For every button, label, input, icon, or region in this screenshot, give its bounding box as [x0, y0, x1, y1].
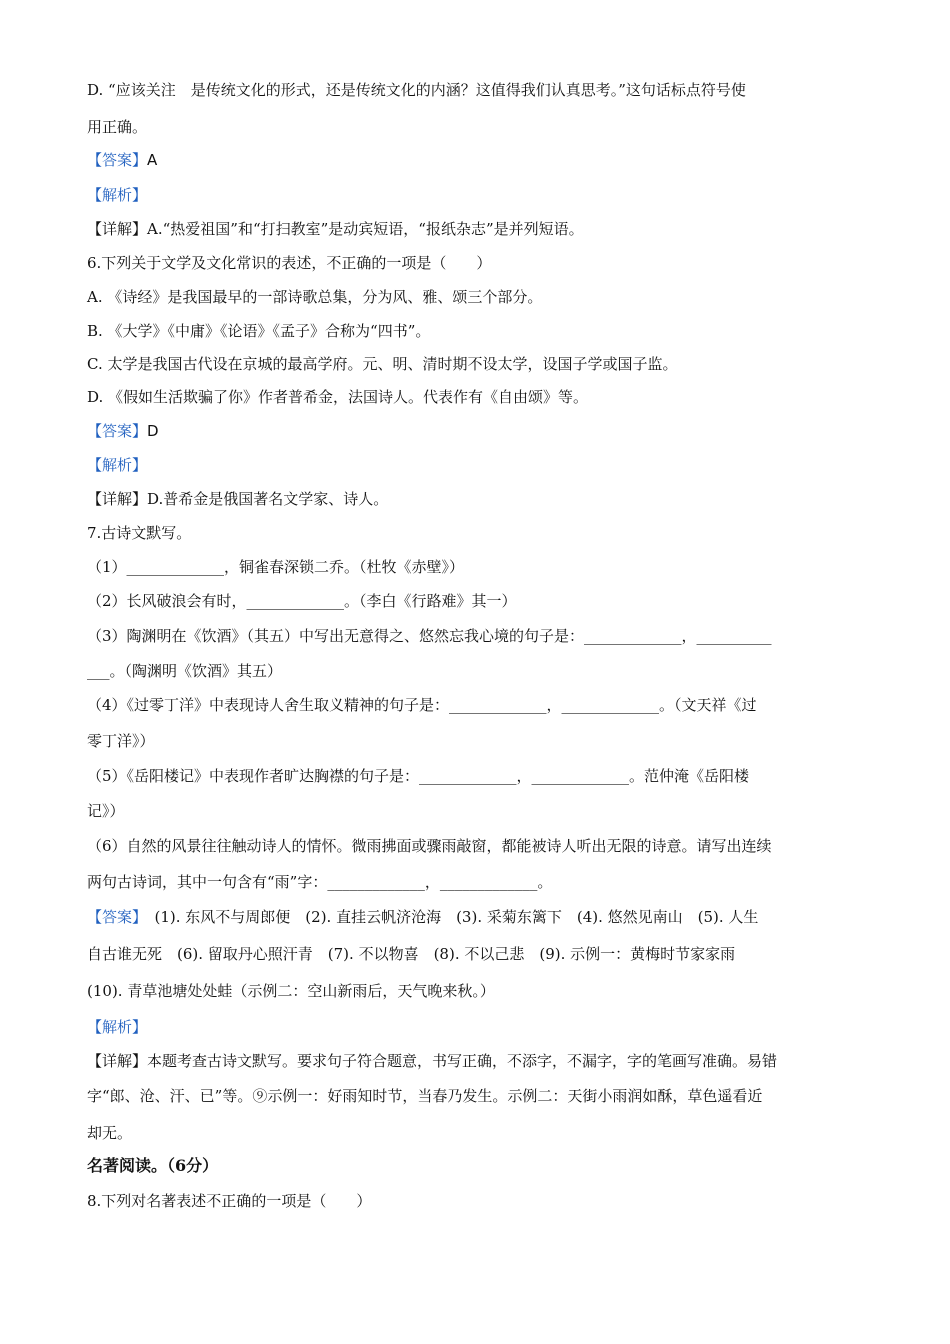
q7-item-5-line2: 记》） — [87, 802, 125, 820]
q7-item-5-line1: （5）《岳阳楼记》中表现作者旷达胸襟的句子是：_____________，_____________。范仲淹《岳阳楼 — [87, 767, 750, 785]
q7-detail-line2: 字“郎、沧、汗、已”等。⑨示例一：好雨知时节，当春乃发生。示例二：天街小雨润如酥，草色遥看近 — [87, 1087, 763, 1105]
answer-tag: 【答案】 — [87, 908, 140, 926]
q7-item-6-line2: 两句古诗词，其中一句含有“雨”字：_____________，_____________。 — [87, 873, 553, 891]
q7-item-2: （2）长风破浪会有时，_____________。（李白《行路难》其一） — [87, 592, 517, 610]
q6-option-d: D. 《假如生活欺骗了你》作者普希金，法国诗人。代表作有《自由颂》等。 — [87, 388, 589, 406]
q6-option-b: B. 《大学》《中庸》《论语》《孟子》合称为“四书”。 — [87, 322, 431, 340]
q7-answer-line1 — [87, 907, 758, 927]
detail-text: 本题考查古诗文默写。要求句子符合题意，书写正确，不添字，不漏字，字的笔画写准确。易错 — [147, 1052, 778, 1070]
q5-answer — [87, 150, 157, 170]
q7-item-6-line1: （6）自然的风景往往触动诗人的情怀。微雨拂面或骤雨敲窗，都能被诗人听出无限的诗意。请写出连续 — [87, 837, 772, 855]
q5-option-d-line1: D. “应该关注 是传统文化的形式，还是传统文化的内涵？这值得我们认真思考。”这句话标点符号使 — [87, 81, 746, 99]
q7-detail-line1 — [87, 1051, 777, 1071]
q7-item-4-line1: （4）《过零丁洋》中表现诗人舍生取义精神的句子是：_____________，_____________。（文天祥《过 — [87, 696, 757, 714]
q6-option-c: C. 太学是我国古代设在京城的最高学府。元、明、清时期不设太学，设国子学或国子监。 — [87, 355, 678, 373]
q8-stem: 8.下列对名著表述不正确的一项是（ ） — [87, 1192, 372, 1210]
q7-answer-line2: 自古谁无死 (6). 留取丹心照汗青 (7). 不以物喜 (8). 不以己悲 (9). 示例一：黄梅时节家家雨 — [87, 945, 736, 963]
answer-text: (1). 东风不与周郎便 (2). 直挂云帆济沧海 (3). 采菊东篱下 (4). 悠然见南山 (5). 人生 — [139, 908, 759, 926]
q7-item-3-line1: （3）陶渊明在《饮酒》（其五）中写出无意得之、悠然忘我心境的句子是：_____________，__________ — [87, 627, 772, 645]
q5-detail — [87, 219, 584, 239]
detail-tag: 【详解】 — [87, 220, 148, 238]
q7-detail-line3: 却无。 — [87, 1124, 133, 1142]
q7-stem: 7.古诗文默写。 — [87, 524, 192, 542]
answer-tag: 【答案】 — [87, 422, 148, 440]
q7-item-3-line2: ___。（陶渊明《饮酒》其五） — [87, 662, 283, 680]
section-title: 名著阅读。（6分） — [87, 1156, 219, 1175]
q5-analysis-tag: 【解析】 — [87, 186, 148, 204]
q6-stem: 6.下列关于文学及文化常识的表述，不正确的一项是（ ） — [87, 254, 492, 272]
answer-value: A — [147, 151, 158, 169]
detail-tag: 【详解】 — [87, 490, 148, 508]
q5-option-d-line2: 用正确。 — [87, 118, 148, 136]
detail-text: D.普希金是俄国著名文学家、诗人。 — [147, 490, 389, 508]
q6-analysis-tag: 【解析】 — [87, 456, 148, 474]
q6-detail — [87, 489, 388, 509]
q7-item-1: （1）_____________，铜雀春深锁二乔。（杜牧《赤壁》） — [87, 558, 465, 576]
q6-option-a: A. 《诗经》是我国最早的一部诗歌总集，分为风、雅、颂三个部分。 — [87, 288, 543, 306]
detail-text: A.“热爱祖国”和“打扫教室”是动宾短语，“报纸杂志”是并列短语。 — [147, 220, 584, 238]
q7-item-4-line2: 零丁洋》） — [87, 732, 155, 750]
q7-analysis-tag: 【解析】 — [87, 1018, 148, 1036]
detail-tag: 【详解】 — [87, 1052, 148, 1070]
q7-answer-line3: (10). 青草池塘处处蛙（示例二：空山新雨后，天气晚来秋。） — [87, 982, 495, 1000]
q6-answer — [87, 421, 159, 441]
answer-tag: 【答案】 — [87, 151, 148, 169]
answer-value: D — [147, 422, 159, 440]
